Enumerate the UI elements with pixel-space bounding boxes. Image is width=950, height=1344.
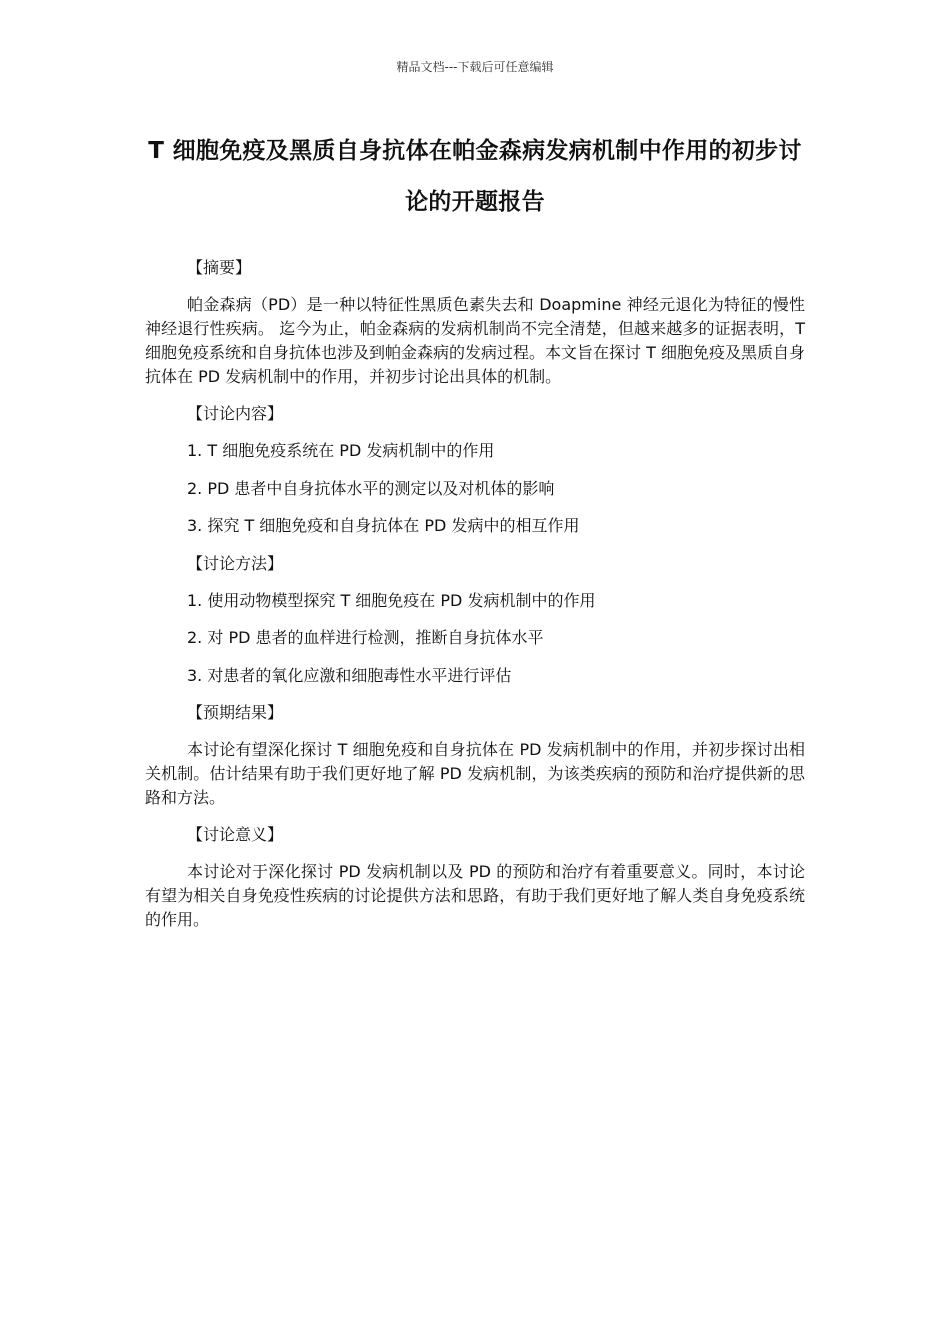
significance-paragraph: 本讨论对于深化探讨 PD 发病机制以及 PD 的预防和治疗有着重要意义。同时，本讨论有望为相关自身免疫性疾病的讨论提供方法和思路，有助于我们更好地了解人类自身免疫系统的作用。 <box>145 862 805 929</box>
document-body <box>145 256 805 945</box>
page-header: 精品文档---下载后可任意编辑 <box>396 60 554 74</box>
methods-item-3: 3. 对患者的氧化应激和细胞毒性水平进行评估 <box>187 665 512 685</box>
content-item-3: 3. 探究 T 细胞免疫和自身抗体在 PD 发病中的相互作用 <box>187 516 580 535</box>
content-item-2: 2. PD 患者中自身抗体水平的测定以及对机体的影响 <box>187 478 555 498</box>
abstract-heading: 【摘要】 <box>187 258 252 277</box>
content-heading: 【讨论内容】 <box>187 404 284 423</box>
methods-item-2: 2. 对 PD 患者的血样进行检测，推断自身抗体水平 <box>187 628 544 647</box>
abstract-paragraph: 帕金森病（PD）是一种以特征性黑质色素失去和 Doapmine 神经元退化为特征的慢性神经退行性疾病。 迄今为止，帕金森病的发病机制尚不完全清楚，但越来越多的证据表明，T 细胞免疫系统和自身抗体也涉及到帕金森病的发病过程。本文旨在探讨 T 细胞免疫及黑质自身抗体在 PD 发病机制中的作用，并初步讨论出具体的机制。 <box>145 295 805 386</box>
expected-heading: 【预期结果】 <box>187 703 284 722</box>
content-item-1: 1. T 细胞免疫系统在 PD 发病机制中的作用 <box>187 441 495 460</box>
expected-paragraph: 本讨论有望深化探讨 T 细胞免疫和自身抗体在 PD 发病机制中的作用，并初步探讨出相关机制。估计结果有助于我们更好地了解 PD 发病机制，为该类疾病的预防和治疗提供新的思路和方法。 <box>145 740 805 807</box>
significance-heading: 【讨论意义】 <box>187 825 284 844</box>
methods-heading: 【讨论方法】 <box>187 553 284 573</box>
methods-item-1: 1. 使用动物模型探究 T 细胞免疫在 PD 发病机制中的作用 <box>187 590 596 610</box>
document-title: T 细胞免疫及黑质自身抗体在帕金森病发病机制中作用的初步讨论的开题报告 <box>148 138 802 215</box>
